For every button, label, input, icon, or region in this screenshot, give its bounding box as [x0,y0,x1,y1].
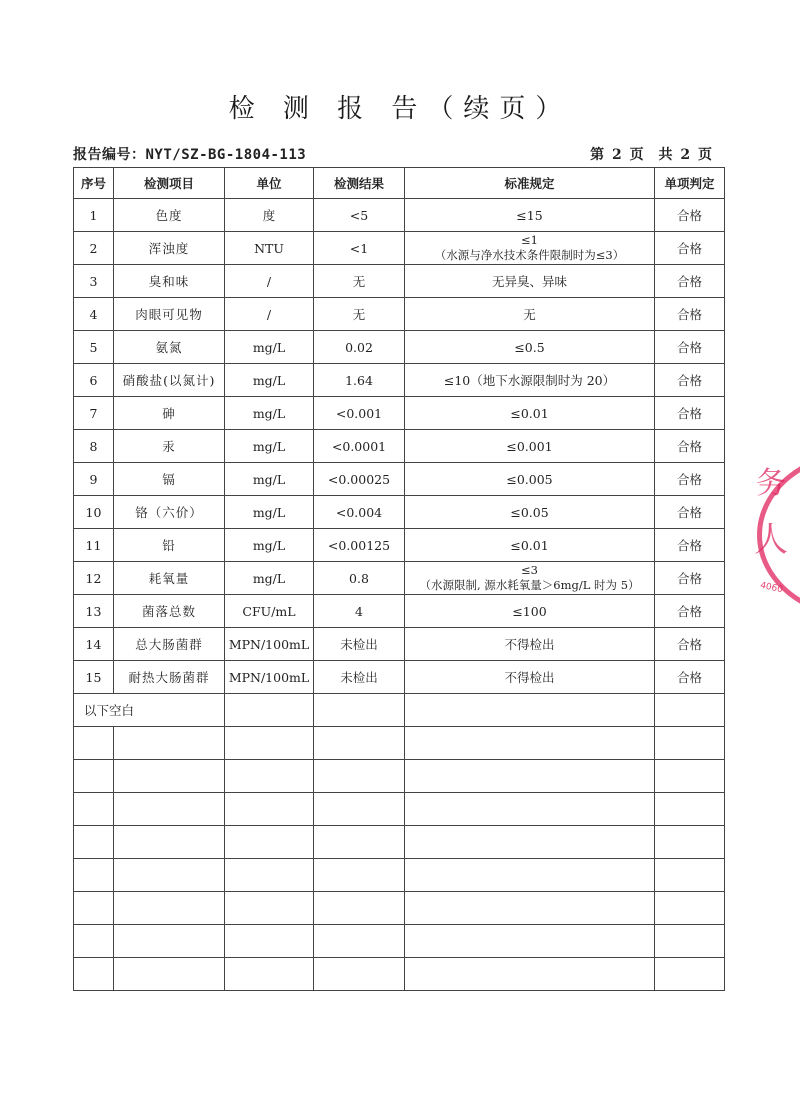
cell-result: 未检出 [314,628,405,661]
table-row [74,562,725,595]
cell-no: 11 [74,529,114,562]
empty-cell [314,958,405,991]
cell-result: <0.001 [314,397,405,430]
empty-cell [74,859,114,892]
cell-no: 12 [74,562,114,595]
standard-main: ≤0.05 [510,504,549,520]
empty-cell [225,793,314,826]
page-prefix: 第 [590,147,605,163]
cell-standard [405,199,655,232]
cell-judgement: 合格 [655,232,725,265]
cell-unit: mg/L [225,397,314,430]
table-row [74,232,725,265]
empty-cell [314,892,405,925]
cell-item: 肉眼可见物 [114,298,225,331]
table-row [74,496,725,529]
cell-item: 臭和味 [114,265,225,298]
cell-standard [405,628,655,661]
empty-row [74,958,725,991]
cell-result: <0.00125 [314,529,405,562]
cell-no: 6 [74,364,114,397]
empty-row [74,760,725,793]
cell-no: 9 [74,463,114,496]
standard-main: 不得检出 [504,669,555,685]
cell-unit: 度 [225,199,314,232]
empty-cell [225,727,314,760]
empty-cell [655,892,725,925]
empty-cell [655,958,725,991]
standard-main: 不得检出 [504,636,555,652]
cell-standard [405,430,655,463]
cell-item: 耗氧量 [114,562,225,595]
empty-cell [225,826,314,859]
header-no: 序号 [74,168,114,199]
empty-cell [225,892,314,925]
cell-judgement: 合格 [655,661,725,694]
cell-standard [405,595,655,628]
empty-cell [405,925,655,958]
table-row [74,529,725,562]
page-current: 2 [612,147,622,163]
page-word: 页 [629,147,644,163]
empty-cell [225,925,314,958]
cell-standard [405,397,655,430]
standard-main: 无 [523,306,536,322]
cell-judgement: 合格 [655,628,725,661]
page-indicator [587,144,712,164]
cell-standard [405,265,655,298]
empty-cell [225,859,314,892]
empty-cell [405,958,655,991]
standard-note: （水源与净水技术条件限制时为≤3） [434,248,625,262]
cell-item: 铬（六价） [114,496,225,529]
cell-no: 10 [74,496,114,529]
standard-main: ≤0.01 [510,405,549,421]
cell-item: 浑浊度 [114,232,225,265]
standard-main: ≤0.01 [510,537,549,553]
cell-judgement: 合格 [655,199,725,232]
cell-unit: MPN/100mL [225,628,314,661]
empty-cell [405,694,655,727]
cell-item: 汞 [114,430,225,463]
page-total: 2 [680,147,691,163]
cell-result: 1.64 [314,364,405,397]
blank-marker-row [74,694,725,727]
empty-row [74,925,725,958]
cell-no: 13 [74,595,114,628]
table-row [74,331,725,364]
cell-no: 15 [74,661,114,694]
empty-cell [314,727,405,760]
cell-judgement: 合格 [655,265,725,298]
empty-cell [314,859,405,892]
report-number-value: NYT/SZ-BG-1804-113 [145,147,307,163]
cell-standard [405,463,655,496]
empty-cell [655,760,725,793]
empty-row [74,859,725,892]
cell-unit: mg/L [225,529,314,562]
seal-char-2: 人 [754,520,788,560]
table-row [74,430,725,463]
cell-result: <5 [314,199,405,232]
page-total-word: 页 [698,147,712,163]
cell-judgement: 合格 [655,496,725,529]
header-unit: 单位 [225,168,314,199]
empty-cell [74,826,114,859]
standard-main: ≤0.001 [506,438,553,454]
standard-main: 无异臭、异味 [491,273,567,289]
cell-judgement: 合格 [655,463,725,496]
cell-unit: / [225,298,314,331]
cell-result: 0.8 [314,562,405,595]
table-header-row [74,168,725,199]
empty-cell [405,826,655,859]
empty-cell [405,727,655,760]
cell-no: 1 [74,199,114,232]
empty-cell [655,859,725,892]
standard-main: ≤0.5 [514,339,545,355]
cell-no: 14 [74,628,114,661]
empty-cell [225,958,314,991]
empty-cell [74,958,114,991]
cell-judgement: 合格 [655,331,725,364]
cell-item: 色度 [114,199,225,232]
table-body [74,199,725,991]
table-row [74,595,725,628]
empty-cell [655,727,725,760]
cell-unit: mg/L [225,331,314,364]
standard-main: ≤15 [516,207,543,223]
empty-row [74,892,725,925]
cell-unit: mg/L [225,463,314,496]
empty-cell [405,892,655,925]
empty-cell [225,694,314,727]
empty-cell [655,925,725,958]
cell-unit: mg/L [225,364,314,397]
empty-cell [655,826,725,859]
empty-cell [74,760,114,793]
empty-cell [314,760,405,793]
cell-judgement: 合格 [655,595,725,628]
blank-marker: 以下空白 [74,694,225,727]
cell-standard [405,298,655,331]
cell-item: 耐热大肠菌群 [114,661,225,694]
empty-cell [314,793,405,826]
standard-main: ≤0.005 [506,471,553,487]
report-number [73,144,306,164]
standard-note: （水源限制, 源水耗氧量＞6mg/L 时为 5） [419,578,640,592]
cell-item: 砷 [114,397,225,430]
results-table [73,167,725,991]
empty-cell [314,826,405,859]
cell-judgement: 合格 [655,529,725,562]
cell-unit: CFU/mL [225,595,314,628]
table-row [74,364,725,397]
empty-row [74,727,725,760]
empty-cell [74,925,114,958]
cell-result: 0.02 [314,331,405,364]
table-row [74,661,725,694]
cell-item: 菌落总数 [114,595,225,628]
cell-unit: / [225,265,314,298]
cell-no: 7 [74,397,114,430]
cell-item: 氨氮 [114,331,225,364]
cell-standard [405,562,655,595]
standard-main: ≤1 [521,233,538,247]
cell-standard [405,496,655,529]
empty-cell [74,727,114,760]
cell-unit: mg/L [225,430,314,463]
table-row [74,265,725,298]
cell-result: <0.004 [314,496,405,529]
empty-cell [114,760,225,793]
cell-judgement: 合格 [655,298,725,331]
cell-item: 镉 [114,463,225,496]
empty-cell [314,925,405,958]
empty-cell [114,925,225,958]
table-row [74,298,725,331]
empty-cell [225,760,314,793]
cell-standard [405,529,655,562]
cell-no: 4 [74,298,114,331]
cell-unit: MPN/100mL [225,661,314,694]
seal-char-1: 务 [756,466,786,501]
cell-judgement: 合格 [655,364,725,397]
seal-number: 4060 [759,580,784,596]
empty-cell [114,793,225,826]
cell-item: 铅 [114,529,225,562]
empty-cell [405,760,655,793]
cell-standard [405,232,655,265]
empty-row [74,793,725,826]
cell-result: 无 [314,298,405,331]
header-item: 检测项目 [114,168,225,199]
cell-result: <0.0001 [314,430,405,463]
cell-result: <1 [314,232,405,265]
empty-cell [74,793,114,826]
cell-unit: NTU [225,232,314,265]
empty-cell [114,958,225,991]
cell-no: 8 [74,430,114,463]
cell-unit: mg/L [225,496,314,529]
cell-result: <0.00025 [314,463,405,496]
cell-standard [405,661,655,694]
standard-main: ≤10（地下水源限制时为 20） [443,372,616,388]
cell-judgement: 合格 [655,562,725,595]
cell-result: 4 [314,595,405,628]
page-total-prefix: 共 [658,147,673,163]
empty-cell [74,892,114,925]
report-number-label: 报告编号： [73,147,146,163]
standard-main: ≤3 [521,563,538,577]
empty-cell [655,793,725,826]
table-row [74,199,725,232]
cell-result: 未检出 [314,661,405,694]
empty-row [74,826,725,859]
table-row [74,397,725,430]
cell-standard [405,331,655,364]
table-row [74,628,725,661]
cell-item: 硝酸盐(以氮计) [114,364,225,397]
empty-cell [114,859,225,892]
cell-no: 5 [74,331,114,364]
empty-cell [114,892,225,925]
empty-cell [405,793,655,826]
cell-unit: mg/L [225,562,314,595]
header-standard: 标准规定 [405,168,655,199]
cell-judgement: 合格 [655,430,725,463]
empty-cell [655,694,725,727]
empty-cell [314,694,405,727]
header-result: 检测结果 [314,168,405,199]
cell-no: 2 [74,232,114,265]
cell-standard [405,364,655,397]
header-judgement: 单项判定 [655,168,725,199]
empty-cell [114,727,225,760]
cell-result: 无 [314,265,405,298]
official-seal [752,450,800,610]
table-row [74,463,725,496]
standard-main: ≤100 [512,603,547,619]
cell-judgement: 合格 [655,397,725,430]
cell-item: 总大肠菌群 [114,628,225,661]
empty-cell [405,859,655,892]
report-title: 检 测 报 告（续页） [228,94,572,124]
empty-cell [114,826,225,859]
cell-no: 3 [74,265,114,298]
